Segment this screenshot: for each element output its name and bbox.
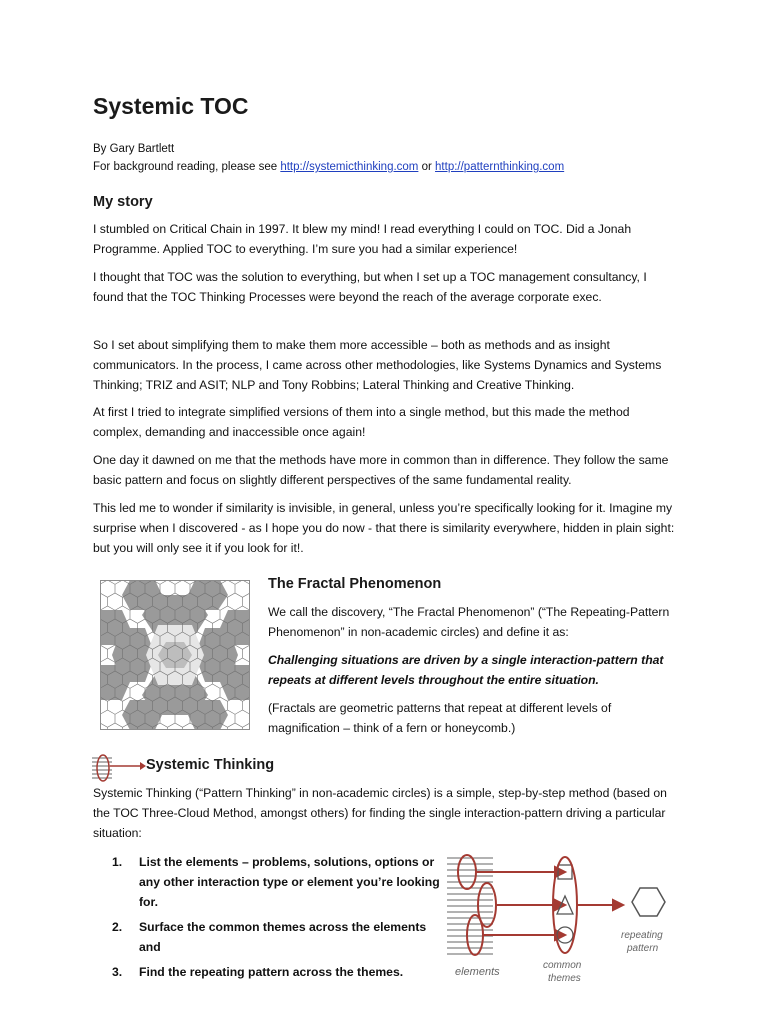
- fractal-hexagon-image: [100, 580, 250, 730]
- step-text: Find the repeating pattern across the themes.: [139, 965, 404, 979]
- systemic-thinking-heading: Systemic Thinking: [146, 757, 275, 773]
- story-paragraph: I thought that TOC was the solution to everything, but when I set up a TOC management consultancy, I found that the TOC Thinking Processes were beyond the reach of the average corporate exec.: [93, 270, 647, 304]
- story-paragraph: This led me to wonder if similarity is invisible, in general, unless you’re specifically looking for it. Imagine my surprise when I discovered - as I hope you do now - that there is similarity everywhere, hidden in plain sight: but you will only see it if you look for it!.: [93, 501, 675, 555]
- steps-list: [112, 852, 442, 987]
- story-paragraph: One day it dawned on me that the methods have more in common than in difference. They follow the same basic pattern and focus on slightly different perspectives of the same fundamental reality.: [93, 453, 669, 487]
- my-story-heading: My story: [93, 194, 153, 210]
- step-text: Surface the common themes across the elements and: [139, 920, 427, 954]
- document-meta: [93, 140, 564, 176]
- story-paragraph: So I set about simplifying them to make them more accessible – both as methods and as insight communicators. In the process, I came across other methodologies, like Systems Dynamics and Systems Thinking; TRIZ and ASIT; NLP and Tony Robbins; Lateral Thinking and Creative Thinking.: [93, 338, 662, 392]
- step-number: 1.: [112, 855, 123, 869]
- background-prefix: For background reading, please see: [93, 161, 278, 173]
- list-item: [112, 852, 442, 912]
- diagram-label-repeating: repeating: [621, 930, 663, 941]
- element-arrows: [475, 867, 565, 940]
- process-diagram: [445, 850, 695, 990]
- fractal-intro: We call the discovery, “The Fractal Phenomenon” (“The Repeating-Pattern Phenomenon” in non-academic circles) and define it as:: [268, 605, 670, 639]
- fractal-note: (Fractals are geometric patterns that repeat at different levels of magnification – think of a fern or honeycomb.): [268, 701, 612, 735]
- story-paragraph: At first I tried to integrate simplified versions of them into a single method, but this made the method complex, demanding and inaccessible once again!: [93, 405, 630, 439]
- list-item: [112, 917, 442, 957]
- systemic-thinking-icon: [90, 752, 146, 782]
- fractal-heading: The Fractal Phenomenon: [268, 576, 442, 592]
- systemicthinking-link[interactable]: http://systemicthinking.com: [280, 161, 419, 173]
- pattern-arrow: [577, 900, 623, 910]
- diagram-label-common: common: [543, 960, 582, 971]
- diagram-label-elements: elements: [455, 966, 500, 978]
- author-line: By Gary Bartlett: [93, 143, 175, 155]
- fractal-definition: Challenging situations are driven by a single interaction-pattern that repeats at different levels throughout the entire situation.: [268, 653, 664, 687]
- step-number: 3.: [112, 965, 123, 979]
- patternthinking-link[interactable]: http://patternthinking.com: [435, 161, 565, 173]
- repeating-pattern-hexagon: [632, 888, 665, 916]
- story-paragraph: I stumbled on Critical Chain in 1997. It blew my mind! I read everything I could on TOC. Did a Jonah Programme. Applied TOC to everything. I’m sure you had a similar experience!: [93, 222, 632, 256]
- document-title: Systemic TOC: [93, 93, 249, 119]
- step-text: List the elements – problems, solutions, options or any other interaction type or element you’re looking for.: [139, 855, 440, 909]
- diagram-label-themes: themes: [548, 973, 581, 984]
- diagram-label-pattern: pattern: [627, 943, 659, 954]
- or-text: or: [421, 161, 432, 173]
- list-item: [112, 962, 442, 982]
- background-line: [93, 158, 564, 176]
- step-number: 2.: [112, 920, 123, 934]
- systemic-thinking-intro: Systemic Thinking (“Pattern Thinking” in non-academic circles) is a simple, step-by-step method (based on the TOC Three-Cloud Method, amongst others) for finding the single interaction-pattern driving a particular situation:: [93, 786, 667, 840]
